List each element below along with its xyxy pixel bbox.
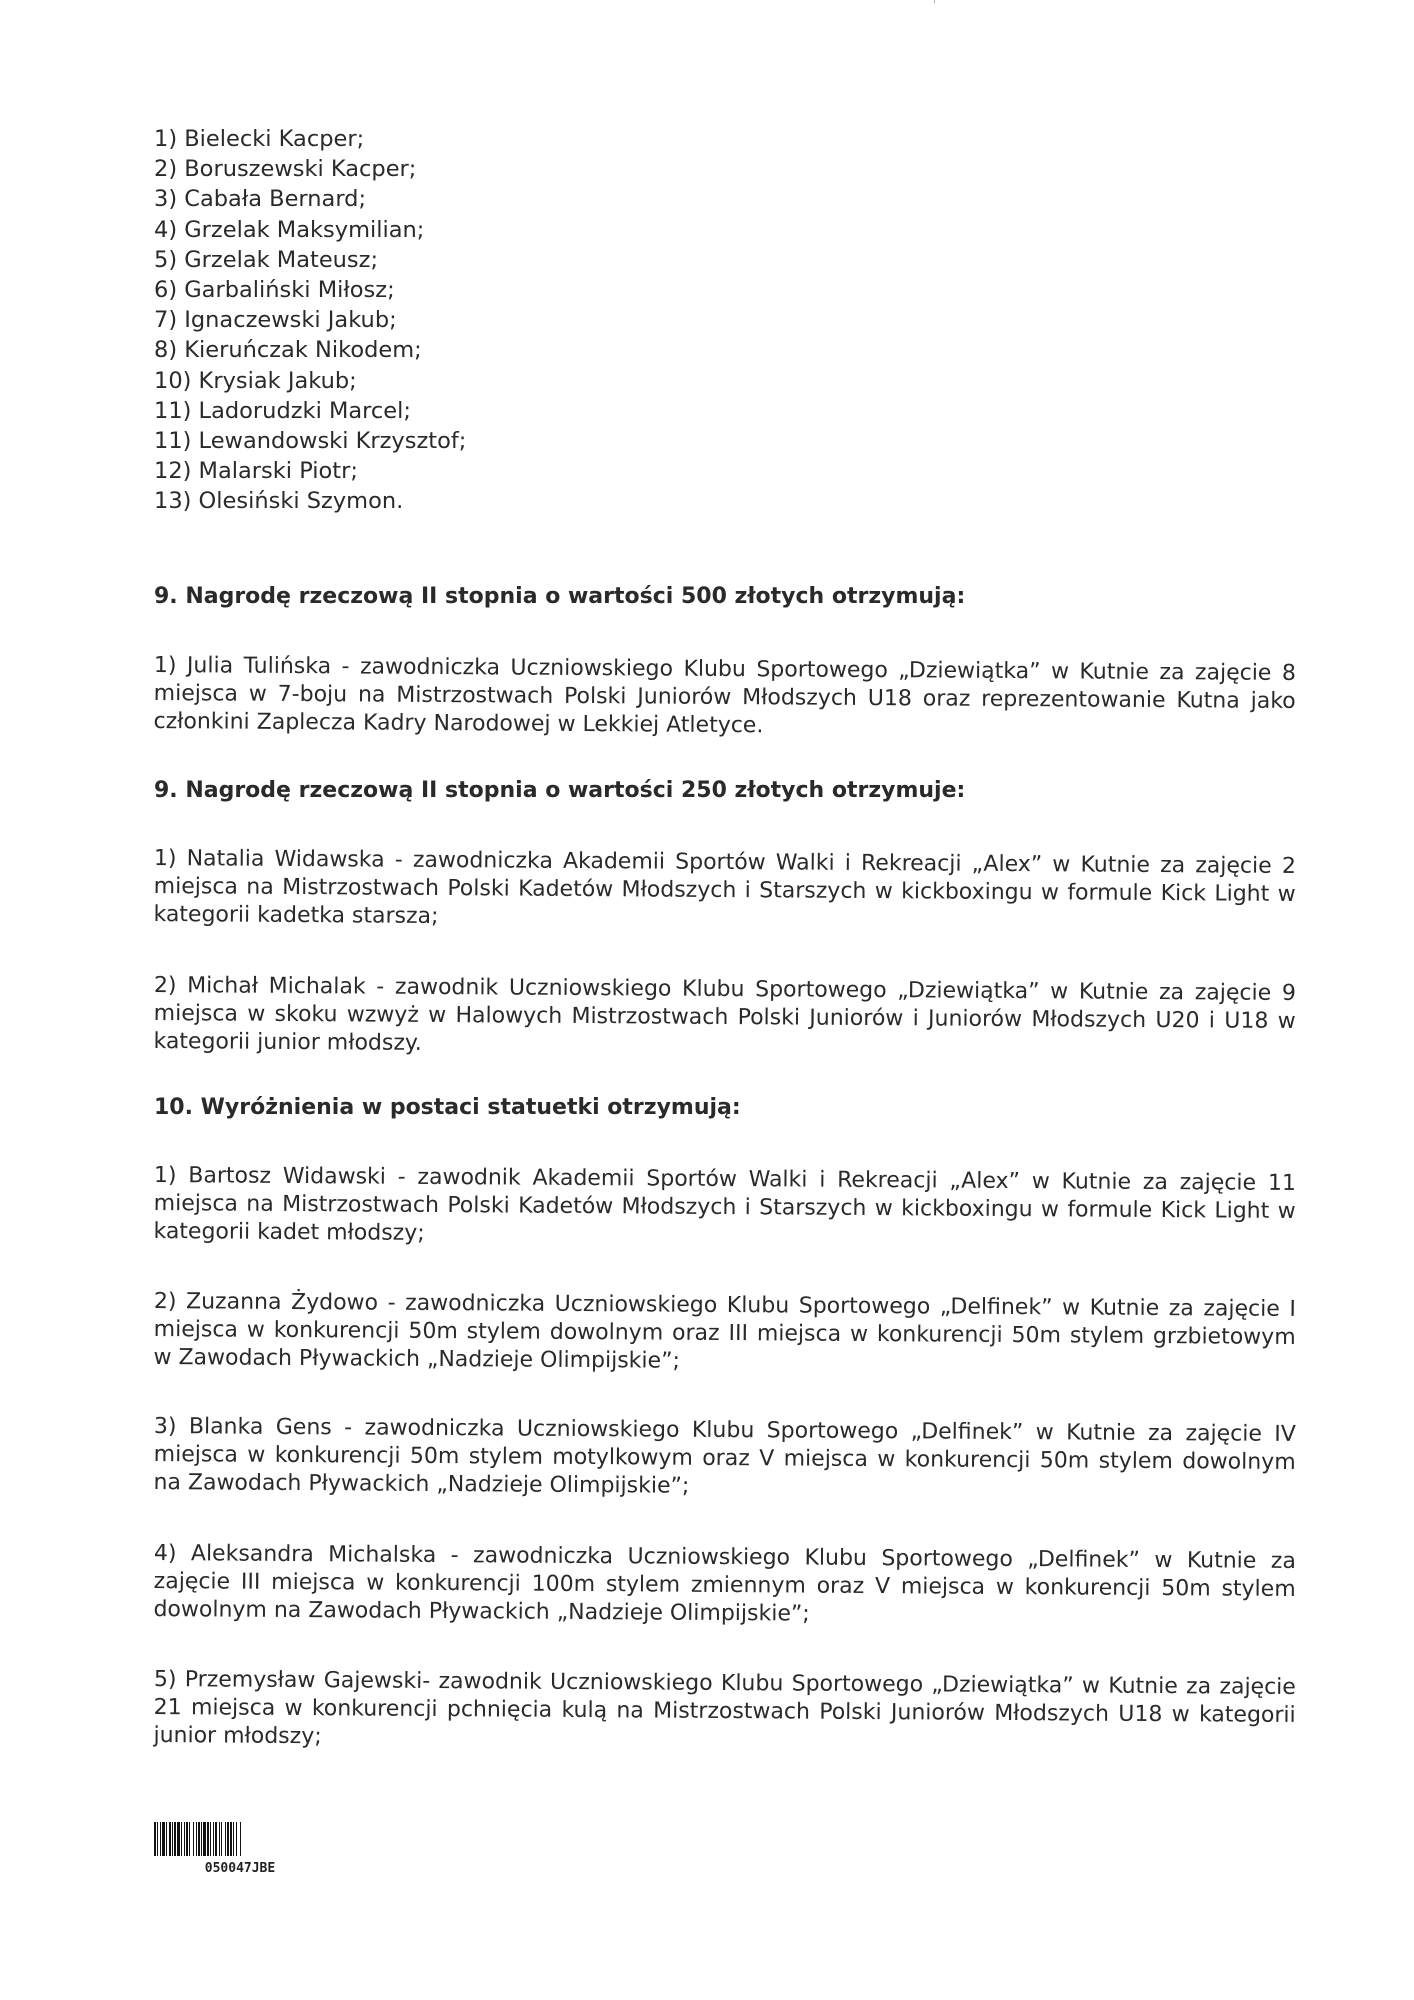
list-item: 10) Krysiak Jakub; <box>154 367 357 394</box>
svg-text:050047JBE: 050047JBE <box>204 1861 276 1876</box>
list-item: 1) Bielecki Kacper; <box>154 126 365 152</box>
list-item: 11) Lewandowski Krzysztof; <box>154 428 467 455</box>
distinction-paragraph: 4) Aleksandra Michalska - zawodniczka Uczniowskiego Klubu Sportowego „Delfinek” w Kutnie za zajęcie III miejsca w konkurencji 100m stylem zmiennym oraz V miejsca w konkurencji 50m stylem dowolnym na Zawodach Pływackich „Nadzieje Olimpijskie”; <box>153 1541 1296 1627</box>
list-item: 4) Grzelak Maksymilian; <box>154 216 425 243</box>
list-item: 3) Cabała Bernard; <box>154 186 367 213</box>
section-heading-award-250: 9. Nagrodę rzeczową II stopnia o wartości 250 złotych otrzymuje: <box>154 778 966 803</box>
award-paragraph: 1) Natalia Widawska - zawodniczka Akademii Sportów Walki i Rekreacji „Alex” w Kutnie za zajęcie 2 miejsca na Mistrzostwach Polski Kadetów Młodszych i Starszych w kickboxingu w formule Kick Light w kategorii kadetka starsza; <box>153 846 1296 929</box>
section-heading-distinctions: 10. Wyróżnienia w postaci statuetki otrzymują: <box>154 1095 741 1120</box>
list-item: 12) Malarski Piotr; <box>154 458 358 485</box>
list-item: 5) Grzelak Mateusz; <box>154 246 379 273</box>
list-item: 8) Kieruńczak Nikodem; <box>154 337 422 364</box>
award-paragraph: 2) Michał Michalak - zawodnik Uczniowskiego Klubu Sportowego „Dziewiątka” w Kutnie za zajęcie 9 miejsca w skoku wzwyż w Halowych Mistrzostwach Polski Juniorów i Juniorów Młodszych U20 i U18 w kategorii junior młodszy. <box>153 973 1296 1056</box>
distinction-paragraph: 5) Przemysław Gajewski- zawodnik Uczniowskiego Klubu Sportowego „Dziewiątka” w Kutnie za zajęcie 21 miejsca w konkurencji pchnięcia kulą na Mistrzostwach Polski Juniorów Młodszych U18 w kategorii junior młodszy; <box>153 1667 1296 1750</box>
names-list <box>154 124 466 517</box>
scan-speck <box>934 0 935 3</box>
barcode-icon <box>152 1822 328 1876</box>
document-barcode <box>152 1822 328 1876</box>
list-item: 6) Garbaliński Miłosz; <box>154 277 395 304</box>
distinction-paragraph: 1) Bartosz Widawski - zawodnik Akademii Sportów Walki i Rekreacji „Alex” w Kutnie za zajęcie 11 miejsca na Mistrzostwach Polski Kadetów Młodszych i Starszych w kickboxingu w formule Kick Light w kategorii kadet młodszy; <box>153 1163 1296 1246</box>
distinction-paragraph: 3) Blanka Gens - zawodniczka Uczniowskiego Klubu Sportowego „Delfinek” w Kutnie za zajęcie IV miejsca w konkurencji 50m stylem motylkowym oraz V miejsca w konkurencji 50m stylem dowolnym na Zawodach Pływackich „Nadzieje Olimpijskie”; <box>153 1414 1296 1499</box>
award-paragraph: 1) Julia Tulińska - zawodniczka Uczniowskiego Klubu Sportowego „Dziewiątka” w Kutnie za zajęcie 8 miejsca w 7-boju na Mistrzostwach Polski Juniorów Młodszych U18 oraz reprezentowanie Kutna jako członkini Zaplecza Kadry Narodowej w Lekkiej Atletyce. <box>153 653 1296 739</box>
list-item: 13) Olesiński Szymon. <box>154 488 404 515</box>
list-item: 11) Ladorudzki Marcel; <box>154 397 411 424</box>
list-item: 2) Boruszewski Kacper; <box>154 156 417 183</box>
section-heading-award-500: 9. Nagrodę rzeczową II stopnia o wartości 500 złotych otrzymują: <box>154 584 966 609</box>
list-item: 7) Ignaczewski Jakub; <box>154 307 397 334</box>
distinction-paragraph: 2) Zuzanna Żydowo - zawodniczka Uczniowskiego Klubu Sportowego „Delfinek” w Kutnie za zajęcie I miejsca w konkurencji 50m stylem dowolnym oraz III miejsca w konkurencji 50m stylem grzbietowym w Zawodach Pływackich „Nadzieje Olimpijskie”; <box>153 1289 1296 1374</box>
